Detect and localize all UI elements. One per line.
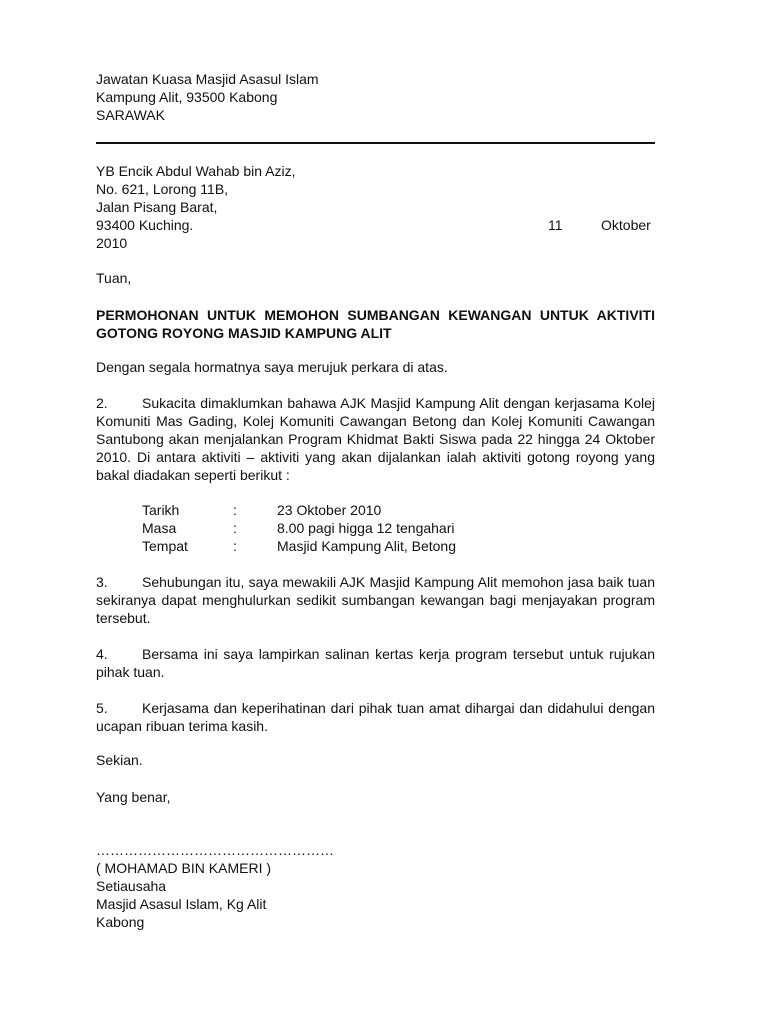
paragraph-5-text: Kerjasama dan keperihatinan dari pihak tuan amat dihargai dan didahului dengan ucapan ribuan terima kasih. [96,700,655,734]
detail-label: Masa [142,520,177,536]
intro-paragraph: Dengan segala hormatnya saya merujuk perkara di atas. [96,359,448,375]
detail-colon: : [233,538,237,554]
paragraph-2-text: Sukacita dimaklumkan bahawa AJK Masjid Kampung Alit dengan kerjasama Kolej Komuniti Mas Gading, Kolej Komuniti Cawangan Betong dan Kolej Komuniti Cawangan Santubong akan menjalankan Program Khidmat Bakti Siswa pada 22 hingga 24 Oktober 2010. Di antara aktiviti – aktiviti yang akan dijalankan ialah aktiviti gotong royong yang bakal diadakan seperti berikut : [96,395,655,483]
detail-label: Tempat [142,538,188,554]
detail-value: 23 Oktober 2010 [277,502,382,518]
recipient-line-2: No. 621, Lorong 11B, [96,181,229,197]
sender-line-1: Jawatan Kuasa Masjid Asasul Islam [96,71,319,87]
paragraph-4 [96,645,655,681]
paragraph-3 [96,573,655,627]
event-details [142,501,542,555]
header-divider [96,142,655,144]
detail-value: Masjid Kampung Alit, Betong [277,538,456,554]
paragraph-5 [96,699,655,735]
signatory-title: Setiausaha [96,878,167,894]
salutation: Tuan, [96,270,132,286]
signature-line: …………………………………………… [96,842,334,858]
recipient-line-4: 93400 Kuching. [96,217,194,233]
sender-line-3: SARAWAK [96,107,165,123]
letter-subject: PERMOHONAN UNTUK MEMOHON SUMBANGAN KEWANGAN UNTUK AKTIVITI GOTONG ROYONG MASJID KAMPUNG ALIT [96,307,655,341]
date-month: Oktober [601,217,651,233]
paragraph-2-number: 2. [96,395,108,411]
paragraph-4-number: 4. [96,646,108,662]
signatory-name: ( MOHAMAD BIN KAMERI ) [96,860,272,876]
signatory-org: Masjid Asasul Islam, Kg Alit [96,896,267,912]
detail-colon: : [233,520,237,536]
paragraph-4-text: Bersama ini saya lampirkan salinan kertas kerja program tersebut untuk rujukan pihak tuan. [96,646,655,680]
recipient-line-3: Jalan Pisang Barat, [96,199,218,215]
date-year: 2010 [96,235,128,251]
detail-row-date [142,501,542,519]
sender-address [96,70,655,124]
paragraph-3-number: 3. [96,574,108,590]
closing-sekian: Sekian. [96,752,143,768]
signature-block [96,841,655,931]
paragraph-2 [96,394,655,484]
paragraph-5-number: 5. [96,700,108,716]
date-day: 11 [548,217,563,233]
signatory-place: Kabong [96,914,145,930]
detail-label: Tarikh [142,502,180,518]
closing-yang-benar: Yang benar, [96,789,171,805]
paragraph-3-text: Sehubungan itu, saya mewakili AJK Masjid Kampung Alit memohon jasa baik tuan sekiranya dapat menghulurkan sedikit sumbangan kewangan bagi menjayakan program tersebut. [96,574,655,626]
detail-row-place [142,537,542,555]
detail-value: 8.00 pagi higga 12 tengahari [277,520,455,536]
detail-colon: : [233,502,237,518]
recipient-address [96,162,655,252]
detail-row-time [142,519,542,537]
recipient-line-1: YB Encik Abdul Wahab bin Aziz, [96,163,296,179]
sender-line-2: Kampung Alit, 93500 Kabong [96,89,278,105]
